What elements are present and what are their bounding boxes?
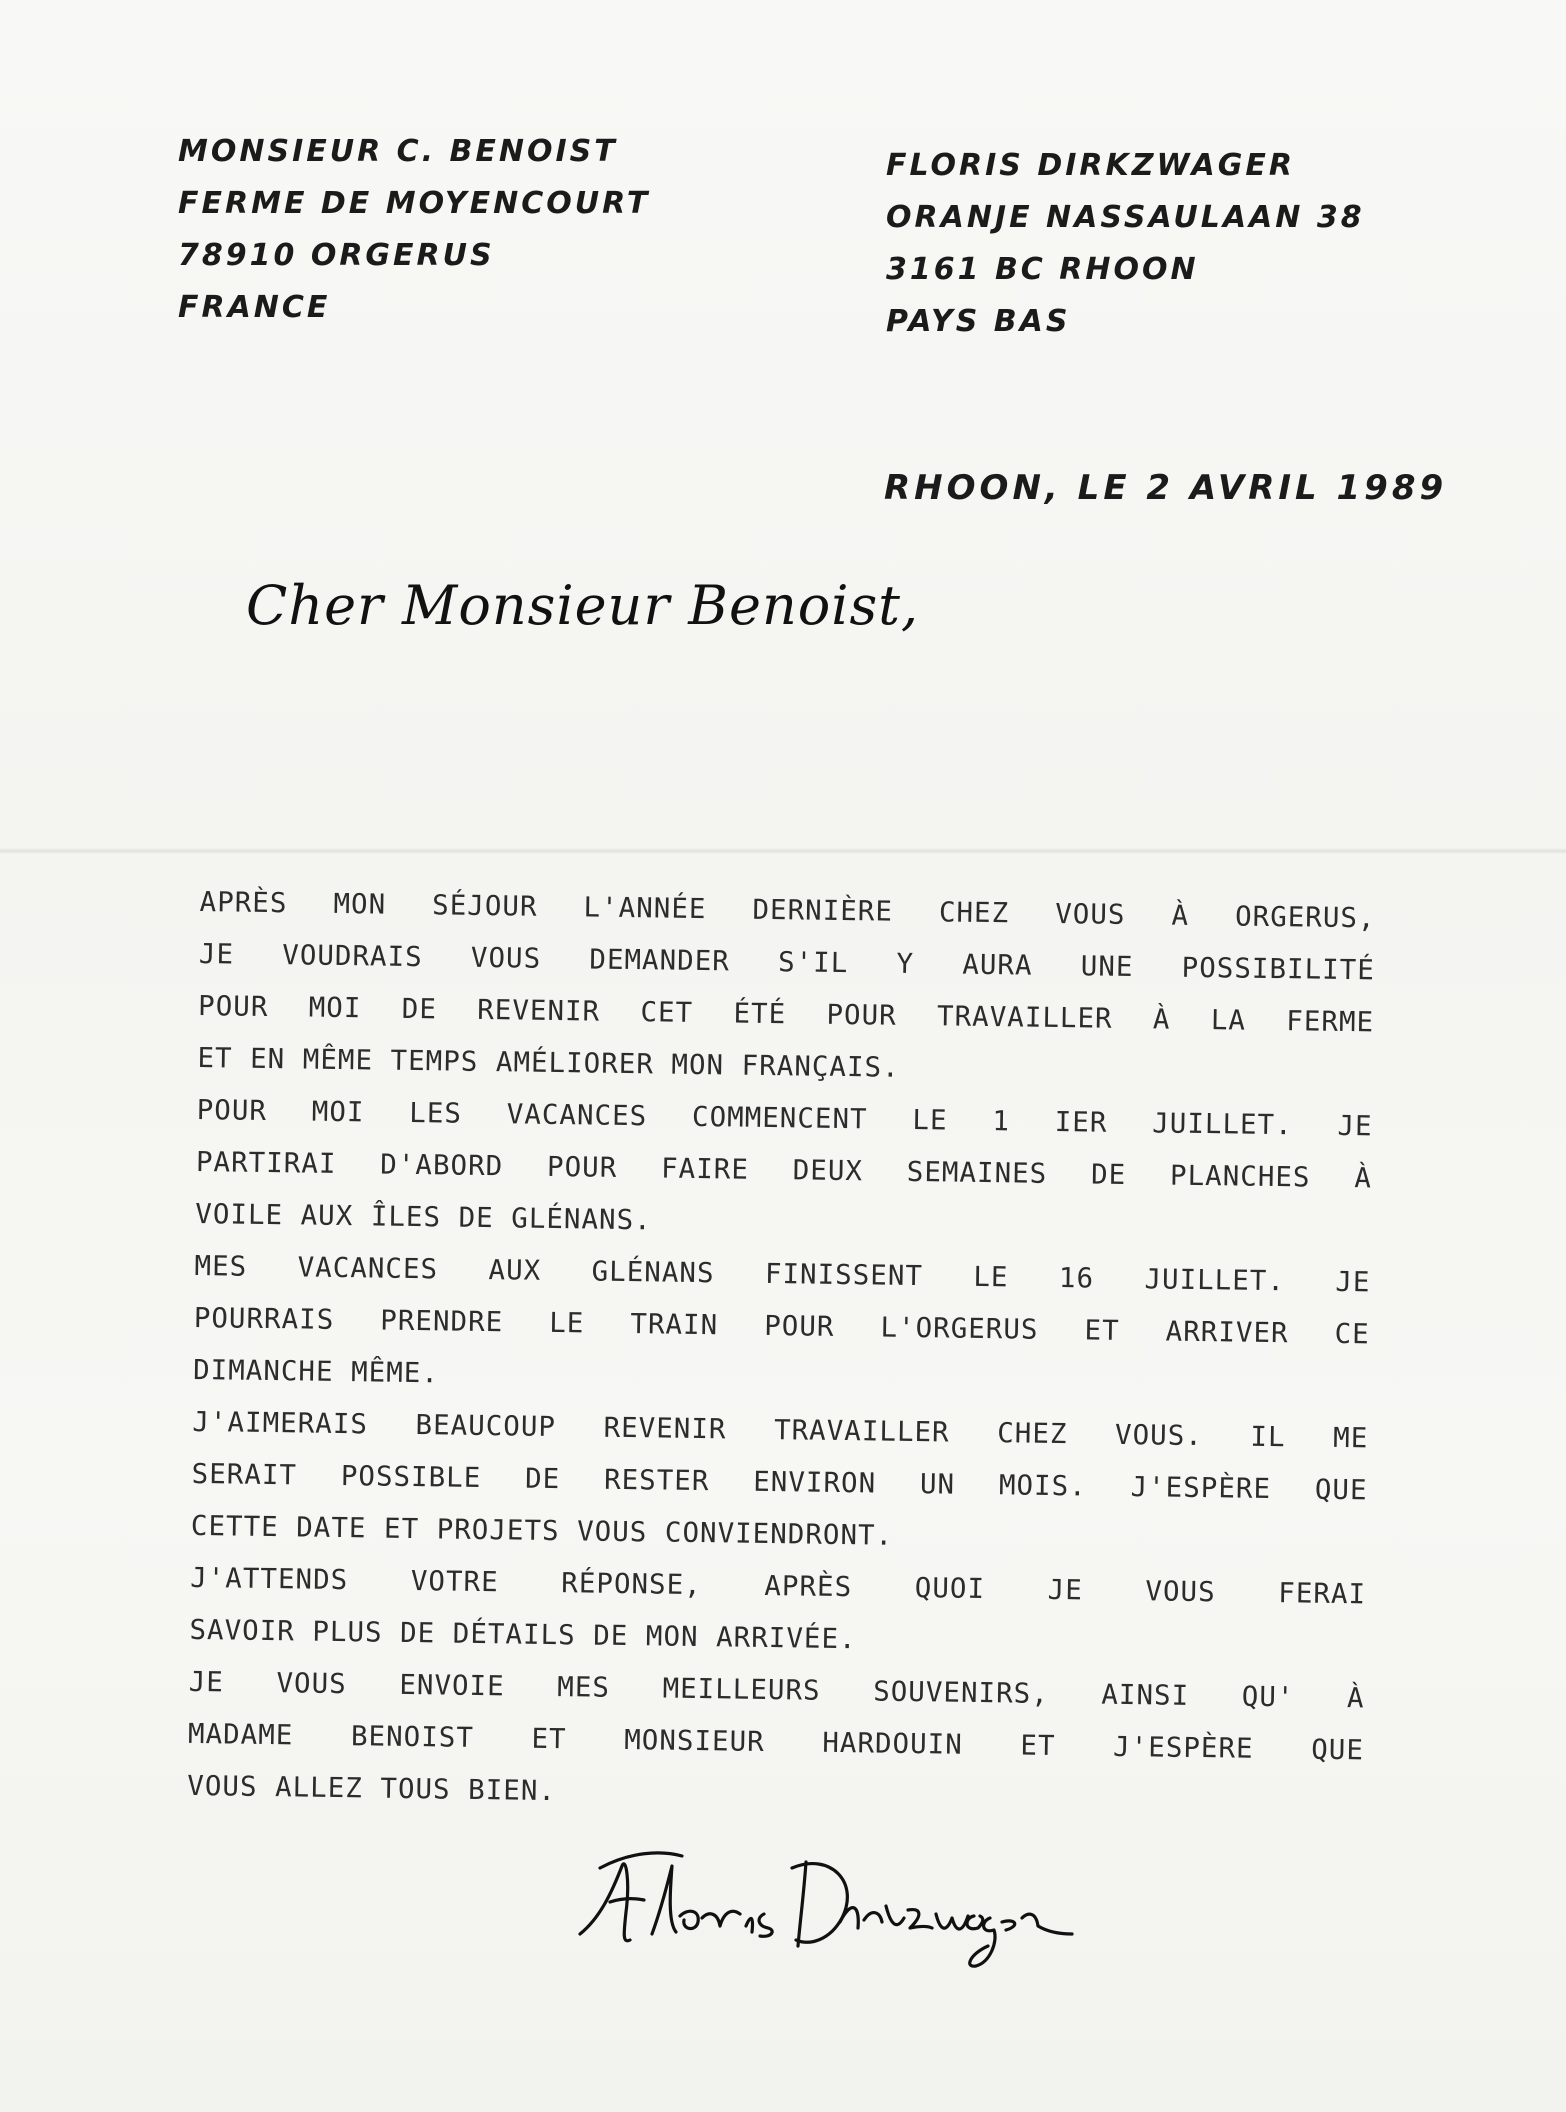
body-line: JE VOUS ENVOIE MES MEILLEURS SOUVENIRS, AINSI QU' À xyxy=(188,1665,1365,1715)
letter-body xyxy=(187,876,1376,1828)
body-line: SERAIT POSSIBLE DE RESTER ENVIRON UN MOIS. J'ESPÈRE QUE xyxy=(191,1457,1368,1507)
paragraph xyxy=(189,1552,1366,1672)
body-line: POURRAIS PRENDRE LE TRAIN POUR L'ORGERUS ET ARRIVER CE xyxy=(193,1301,1370,1351)
body-line: POUR MOI DE REVENIR CET ÉTÉ POUR TRAVAILLER À LA FERME xyxy=(197,989,1375,1039)
body-line: DIMANCHE MÊME. xyxy=(192,1353,440,1390)
salutation: Cher Monsieur Benoist, xyxy=(246,574,920,637)
sender-address-block xyxy=(886,140,1365,348)
body-line: JE VOUDRAIS VOUS DEMANDER S'IL Y AURA UNE POSSIBILITÉ xyxy=(198,937,1376,987)
body-line: APRÈS MON SÉJOUR L'ANNÉE DERNIÈRE CHEZ VOUS À ORGERUS, xyxy=(199,885,1376,935)
address-line: ORANJE NASSAULAAN 38 xyxy=(886,200,1365,235)
body-line: POUR MOI LES VACANCES COMMENCENT LE 1 IER JUILLET. JE xyxy=(196,1093,1373,1143)
address-line: MONSIEUR C. BENOIST xyxy=(178,134,618,169)
paragraph xyxy=(193,1240,1371,1412)
recipient-address-block xyxy=(178,126,650,334)
body-line: J'AIMERAIS BEAUCOUP REVENIR TRAVAILLER CHEZ VOUS. IL ME xyxy=(192,1405,1369,1455)
body-line: J'ATTENDS VOTRE RÉPONSE, APRÈS QUOI JE VOUS FERAI xyxy=(189,1561,1367,1611)
address-line: 3161 BC RHOON xyxy=(886,252,1199,287)
address-line: FRANCE xyxy=(178,290,331,325)
handwritten-signature xyxy=(560,1822,1080,1982)
body-line: VOUS ALLEZ TOUS BIEN. xyxy=(187,1769,557,1808)
body-line: MES VACANCES AUX GLÉNANS FINISSENT LE 16 JUILLET. JE xyxy=(194,1249,1371,1299)
body-line: SAVOIR PLUS DE DÉTAILS DE MON ARRIVÉE. xyxy=(189,1613,857,1656)
paragraph xyxy=(191,1396,1369,1568)
paper-fold-crease xyxy=(0,848,1566,854)
paragraph xyxy=(187,1656,1365,1828)
paragraph xyxy=(197,876,1376,1100)
place-and-date: RHOON, LE 2 AVRIL 1989 xyxy=(884,468,1448,508)
paragraph xyxy=(195,1084,1373,1256)
address-line: 78910 ORGERUS xyxy=(178,238,495,273)
address-line: PAYS BAS xyxy=(886,304,1071,339)
body-line: MADAME BENOIST ET MONSIEUR HARDOUIN ET J'ESPÈRE QUE xyxy=(187,1717,1365,1767)
body-line: CETTE DATE ET PROJETS VOUS CONVIENDRONT. xyxy=(190,1509,894,1552)
body-line: PARTIRAI D'ABORD POUR FAIRE DEUX SEMAINES DE PLANCHES À xyxy=(195,1145,1373,1195)
body-line: ET EN MÊME TEMPS AMÉLIORER MON FRANÇAIS. xyxy=(197,1041,900,1084)
address-line: FERME DE MOYENCOURT xyxy=(178,186,651,221)
address-line: FLORIS DIRKZWAGER xyxy=(886,148,1295,183)
body-line: VOILE AUX ÎLES DE GLÉNANS. xyxy=(195,1197,652,1237)
